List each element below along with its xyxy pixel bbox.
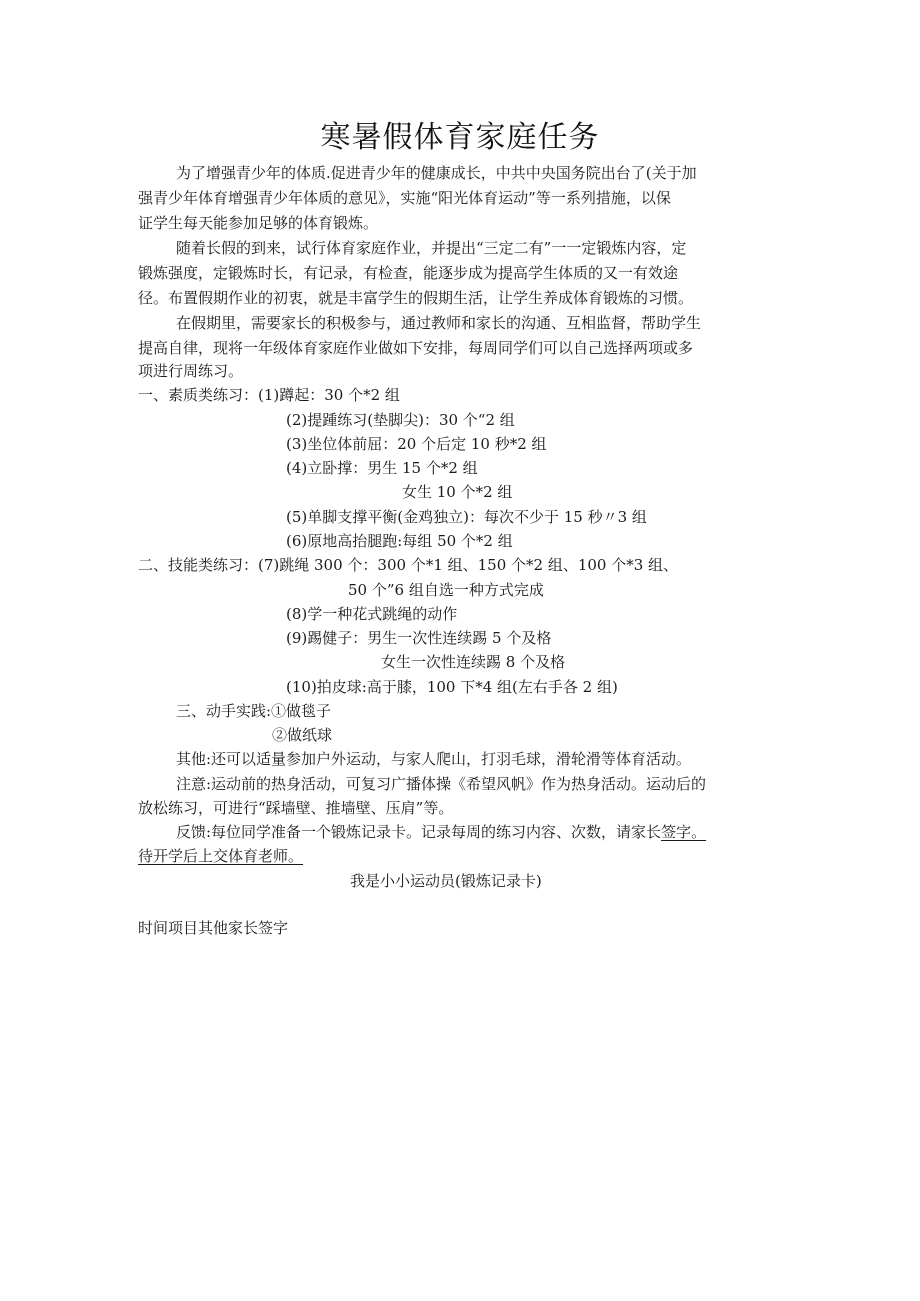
note-feedback-line1 [176, 822, 706, 842]
section2-item9a: (9)踢健子：男生一次性连续踢 5 个及格 [286, 629, 552, 647]
note-attention-line1: 注意:运动前的热身活动，可复习广播体操《希望风帆》作为热身活动。运动后的 [176, 775, 707, 793]
intro-p1-line2: 强青少年体育增强青少年体质的意见》，实施“阳光体育运动”等一系列措施，以保 [138, 189, 671, 207]
intro-p1-line1: 为了增强青少年的体质.促进青少年的健康成长，中共中央国务院出台了(关于加 [176, 164, 697, 182]
section1-item4b: 女生 10 个*2 组 [402, 483, 513, 501]
intro-p1-line3: 证学生每天能参加足够的体育锻炼。 [138, 214, 379, 232]
section3-item2: ②做纸球 [272, 726, 333, 744]
record-card-header-row: 时间项目其他家长签字 [138, 919, 289, 937]
document-title: 寒暑假体育家庭任务 [320, 120, 600, 155]
intro-p3-line2: 提高自律，现将一年级体育家庭作业做如下安排，每周同学们可以自己选择两项或多 [138, 339, 694, 357]
section2-item8: (8)学一种花式跳绳的动作 [286, 605, 458, 623]
note-feedback-text: 反馈:每位同学准备一个锻炼记录卡。记录每周的练习内容、次数，请家长 [176, 823, 662, 841]
note-feedback-line2: 待开学后上交体育老师。 [138, 847, 304, 865]
section1-item3: (3)坐位体前屈：20 个后定 10 秒*2 组 [286, 435, 547, 453]
note-feedback-signature: 签字。 [661, 823, 707, 841]
record-card-title: 我是小小运动员(锻炼记录卡) [350, 872, 542, 890]
intro-p3-line1: 在假期里，需要家长的积极参与，通过教师和家长的沟通、互相监督，帮助学生 [176, 314, 702, 332]
intro-p2-line3: 径。布置假期作业的初衷，就是丰富学生的假期生活，让学生养成体育锻炼的习惯。 [138, 289, 694, 307]
section3-heading: 三、动手实践:①做毯子 [176, 702, 332, 720]
section1-heading: 一、素质类练习：(1)蹲起：30 个*2 组 [138, 386, 400, 404]
intro-p2-line1: 随着长假的到来，试行体育家庭作业，并提出“三定二有”一一定锻炼内容，定 [176, 239, 687, 257]
note-attention-line2: 放松练习，可进行“踩墙壁、推墙壁、压肩”等。 [138, 799, 454, 817]
section1-item6: (6)原地高抬腿跑:每组 50 个*2 组 [286, 532, 513, 550]
section1-item2: (2)提踵练习(垫脚尖)：30 个“2 组 [286, 411, 515, 429]
note-other: 其他:还可以适量参加户外运动，与家人爬山，打羽毛球，滑轮滑等体育活动。 [176, 750, 692, 768]
section1-item4a: (4)立卧撑：男生 15 个*2 组 [286, 459, 478, 477]
section2-item10: (10)拍皮球:高于膝，100 下*4 组(左右手各 2 组) [286, 678, 618, 696]
section1-item5: (5)单脚支撑平衡(金鸡独立)：每次不少于 15 秒〃3 组 [286, 508, 647, 526]
intro-p2-line2: 锻炼强度，定锻炼时长，有记录，有检查，能逐步成为提高学生体质的又一有效途 [138, 264, 679, 282]
intro-p3-line3: 项进行周练习。 [138, 362, 244, 380]
section2-item7b: 50 个”6 组自选一种方式完成 [348, 581, 544, 599]
section2-heading: 二、技能类练习：(7)跳绳 300 个：300 个*1 组、150 个*2 组、100 个*3 组、 [138, 556, 679, 574]
section2-item9b: 女生一次性连续踢 8 个及格 [381, 653, 566, 671]
